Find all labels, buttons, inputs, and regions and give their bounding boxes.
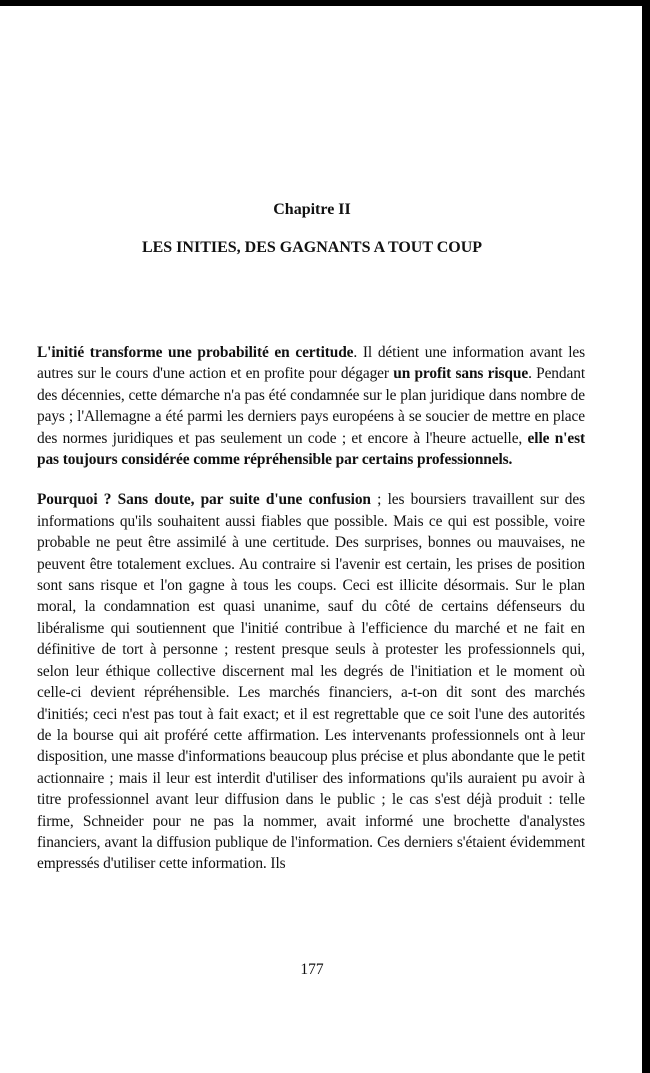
- chapter-number: Chapitre II: [273, 201, 351, 218]
- paragraph-2-lead: Pourquoi ? Sans doute, par suite d'une confusion: [37, 491, 371, 509]
- paragraph-1-text-a: . Il détient une information avant les autres sur le cours d'une action et en profite pour dégager: [37, 344, 585, 383]
- paragraph-2-text: ; les boursiers travaillent sur des informations qu'ils souhaitent aussi fiables que possible. Mais ce qui est possible, voire probable ne peut être assimilé à une certitude. Des surprises, bonnes ou mauvaises, ne peuvent être totalement exclues. Au contraire si l'avenir est certain, les prises de position sont sans risque et l'on gagne à tous les coups. Ceci est illicite désormais. Sur le plan moral, la condamnation est quasi unanime, sauf du côté de certains défenseurs du libéralisme qui soutiennent que l'initié contribue à l'efficience du marché et ne fait en définitive de tort à personne ; restent presque seuls à protester les professionnels qui, selon leur éthique collective discernent mal les degrés de l'initiation et le moment où celle-ci devient répréhensible. Les marchés financiers, a-t-on dit sont des marchés d'initiés; ceci n'est pas tout à fait exact; et il est regrettable que ce soit l'une des autorités de la bourse qui ait proféré cette affirmation. Les intervenants professionnels ont à leur disposition, une masse d'informations beaucoup plus précise et plus abondante que le petit actionnaire ; mais il leur est interdit d'utiliser des informations qu'ils auraient pu avoir à titre professionnel avant leur diffusion dans le public ; le cas s'est déjà produit : telle firme, Schneider pour ne pas la nommer, avait informé une brochette d'analystes financiers, avant la diffusion publique de l'information. Ces derniers s'étaient évidemment empressés d'utiliser cette information. Ils: [37, 491, 586, 873]
- page-number: 177: [300, 961, 324, 978]
- scan-border-right: [642, 0, 650, 1073]
- paragraph-1-lead: L'initié transforme une probabilité en certitude: [37, 344, 354, 361]
- body-text: [37, 342, 585, 894]
- paragraph-1: [37, 342, 585, 470]
- paragraph-1-bold-b: un profit sans risque: [393, 365, 529, 383]
- paragraph-1-bold-d: elle n'est pas toujours considérée comme répréhensible par certains professionnels.: [37, 429, 585, 469]
- paragraph-1-text-c: . Pendant des décennies, cette démarche n'a pas été condamnée sur le plan juridique dans nombre de pays ; l'Allemagne a été parmi les derniers pays européens à se soucier de mettre en place des normes juridiques et pas seulement un code ; et encore à l'heure actuelle,: [37, 365, 585, 447]
- scan-border-top: [0, 0, 650, 6]
- chapter-title: LES INITIES, DES GAGNANTS A TOUT COUP: [141, 239, 483, 256]
- paragraph-2: [37, 489, 585, 874]
